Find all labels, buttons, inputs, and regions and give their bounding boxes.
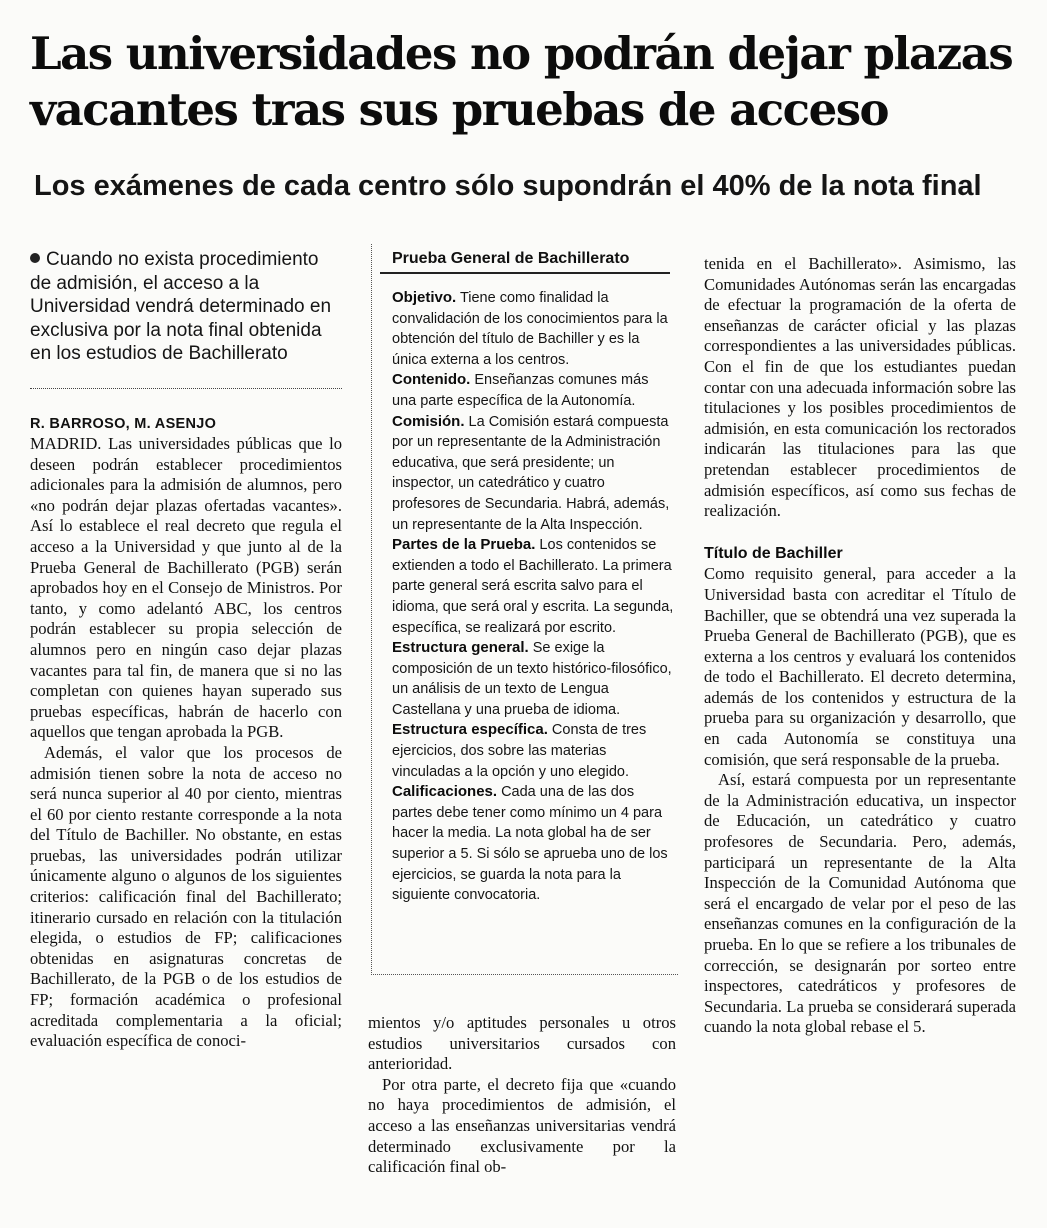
info-item-text: Tiene como finalidad la convalidación de los conocimientos para la obtención del título de Bachiller y es la única externa a los centros. (392, 290, 668, 368)
info-box (371, 244, 678, 975)
section-heading: Título de Bachiller (704, 544, 843, 562)
info-box-body (392, 288, 674, 906)
lede-text: Cuando no exista procedimiento de admisión, el acceso a la Universidad vendrá determinado en exclusiva por la nota final obtenida en los estudios de Bachillerato (30, 249, 332, 364)
info-item-text: Se exige la composición de un texto histórico-filosófico, un análisis de un texto de Lengua Castellana y una prueba de idioma. (392, 640, 672, 718)
info-item-text: La Comisión estará compuesta por un representante de la Administración educativa, que será presidente; un inspector, un catedrático y cuatro profesores de Secundaria. Habrá, además, un representante de la Alta Inspección. (392, 413, 670, 533)
info-item-label: Partes de la Prueba. (392, 536, 536, 554)
info-item (392, 638, 674, 720)
paragraph (30, 434, 342, 743)
paragraph: Así, estará compuesta por un representante de la Administración educativa, un inspector de Educación, un catedrático y cuatro profesores de Secundaria. Pero, además, participará un representante de la Alta Inspección de la Comunidad Autónoma que será el encargado de velar por el peso de las enseñanzas comunes en la configuración de la prueba. En lo que se refiere a los tribunales de corrección, se designarán por sorteo entre inspectores, catedráticos y profesores de Secundaria. La prueba se considerará superada cuando la nota global rebase el 5. (704, 770, 1016, 1037)
info-item (392, 720, 674, 782)
info-item-label: Contenido. (392, 371, 471, 389)
lede-divider (30, 388, 342, 389)
paragraph: tenida en el Bachillerato». Asimismo, las Comunidades Autónomas serán las encargadas de efectuar la programación de la oferta de enseñanzas de carácter oficial y las plazas correspondientes a las universidades públicas. Con el fin de que los estudiantes puedan contar con una adecuada información sobre las titulaciones y los posibles procedimientos de admisión, en esta comunicación los rectorados indicarán las titulaciones para las que pretendan establecer procedimientos de admisión específicos, así como sus fechas de realización. (704, 254, 1016, 521)
info-item (392, 412, 674, 536)
info-item (392, 535, 674, 638)
info-item (392, 370, 674, 411)
info-item-label: Calificaciones. (392, 783, 498, 801)
info-item-text: Cada una de las dos partes debe tener como mínimo un 4 para hacer la media. La nota global ha de ser superior a 5. Si sólo se aprueba uno de los ejercicios, se guarda la nota para la siguiente convocatoria. (392, 784, 668, 904)
info-box-title: Prueba General de Bachillerato (392, 250, 630, 267)
paragraph-text: Las universidades públicas que lo deseen podrán establecer procedimientos adicionales para la admisión de alumnos, pero «no podrán dejar plazas ofertadas vacantes». Así lo establece el real decreto que regula el acceso a la Universidad y que junto al de la Prueba General de Bachillerato (PGB) serán aprobados hoy en el Consejo de Ministros. Por tanto, y como adelantó ABC, los centros podrán establecer su propia selección de alumnos pero en ningún caso dejar plazas vacantes para tal fin, de manera que si no las completan con quienes hayan superado sus pruebas específicas, habrán de hacerlo con aquellos que tengan aprobada la PGB. (30, 434, 342, 742)
article-column-3 (704, 254, 1016, 1038)
info-item (392, 288, 674, 370)
lede (30, 248, 342, 366)
info-item-text: Enseñanzas comunes más una parte específica de la Autonomía. (392, 372, 649, 409)
article-column-1 (30, 434, 342, 1052)
info-item (392, 782, 674, 906)
info-box-rule (380, 272, 670, 274)
bullet-icon (30, 253, 40, 263)
paragraph: Como requisito general, para acceder a la Universidad basta con acreditar el Título de Bachiller, que se obtendrá una vez superada la Prueba General de Bachillerato (PGB), que es externa a los centros y evaluará los contenidos de todo el Bachillerato. El decreto determina, además de los contenidos y estructura de la prueba para su organización y desarrollo, que en cada Autonomía se constituya una comisión, que será responsable de la prueba. (704, 564, 1016, 769)
info-item-text: Los contenidos se extienden a todo el Bachillerato. La primera parte general será escrita salvo para el idioma, que será oral y escrita. La segunda, específica, se realizará por escrito. (392, 537, 674, 636)
dateline: MADRID. (30, 434, 102, 453)
info-item-label: Estructura general. (392, 639, 529, 657)
byline: R. BARROSO, M. ASENJO (30, 416, 217, 432)
info-item-label: Comisión. (392, 412, 465, 430)
info-item-text: Consta de tres ejercicios, dos sobre las materias vinculadas a la opción y uno elegido. (392, 722, 647, 780)
article-column-2 (368, 1013, 676, 1178)
paragraph: Por otra parte, el decreto fija que «cuando no haya procedimientos de admisión, el acceso a las enseñanzas universitarias vendrá determinado exclusivamente por la calificación final ob- (368, 1074, 676, 1177)
info-item-label: Objetivo. (392, 289, 457, 306)
subheadline: Los exámenes de cada centro sólo supondrán el 40% de la nota final (34, 170, 982, 202)
paragraph: mientos y/o aptitudes personales u otros estudios universitarios cursados con anterioridad. (368, 1013, 676, 1074)
headline: Las universidades no podrán dejar plazas vacantes tras sus pruebas de acceso (30, 27, 1013, 136)
info-item-label: Estructura específica. (392, 721, 548, 739)
paragraph: Además, el valor que los procesos de admisión tienen sobre la nota de acceso no será nunca superior al 40 por ciento, mientras el 60 por ciento restante corresponde a la nota del Título de Bachiller. No obstante, en estas pruebas, las universidades podrán utilizar únicamente alguno o algunos de los siguientes criterios: calificación final del Bachillerato; itinerario cursado en relación con la titulación elegida, o estudios de FP; calificaciones obtenidas en asignaturas concretas de Bachillerato, de la PGB o de los estudios de FP; formación académica o profesional acreditada complementaria a la oficial; evaluación específica de conoci- (30, 742, 342, 1051)
